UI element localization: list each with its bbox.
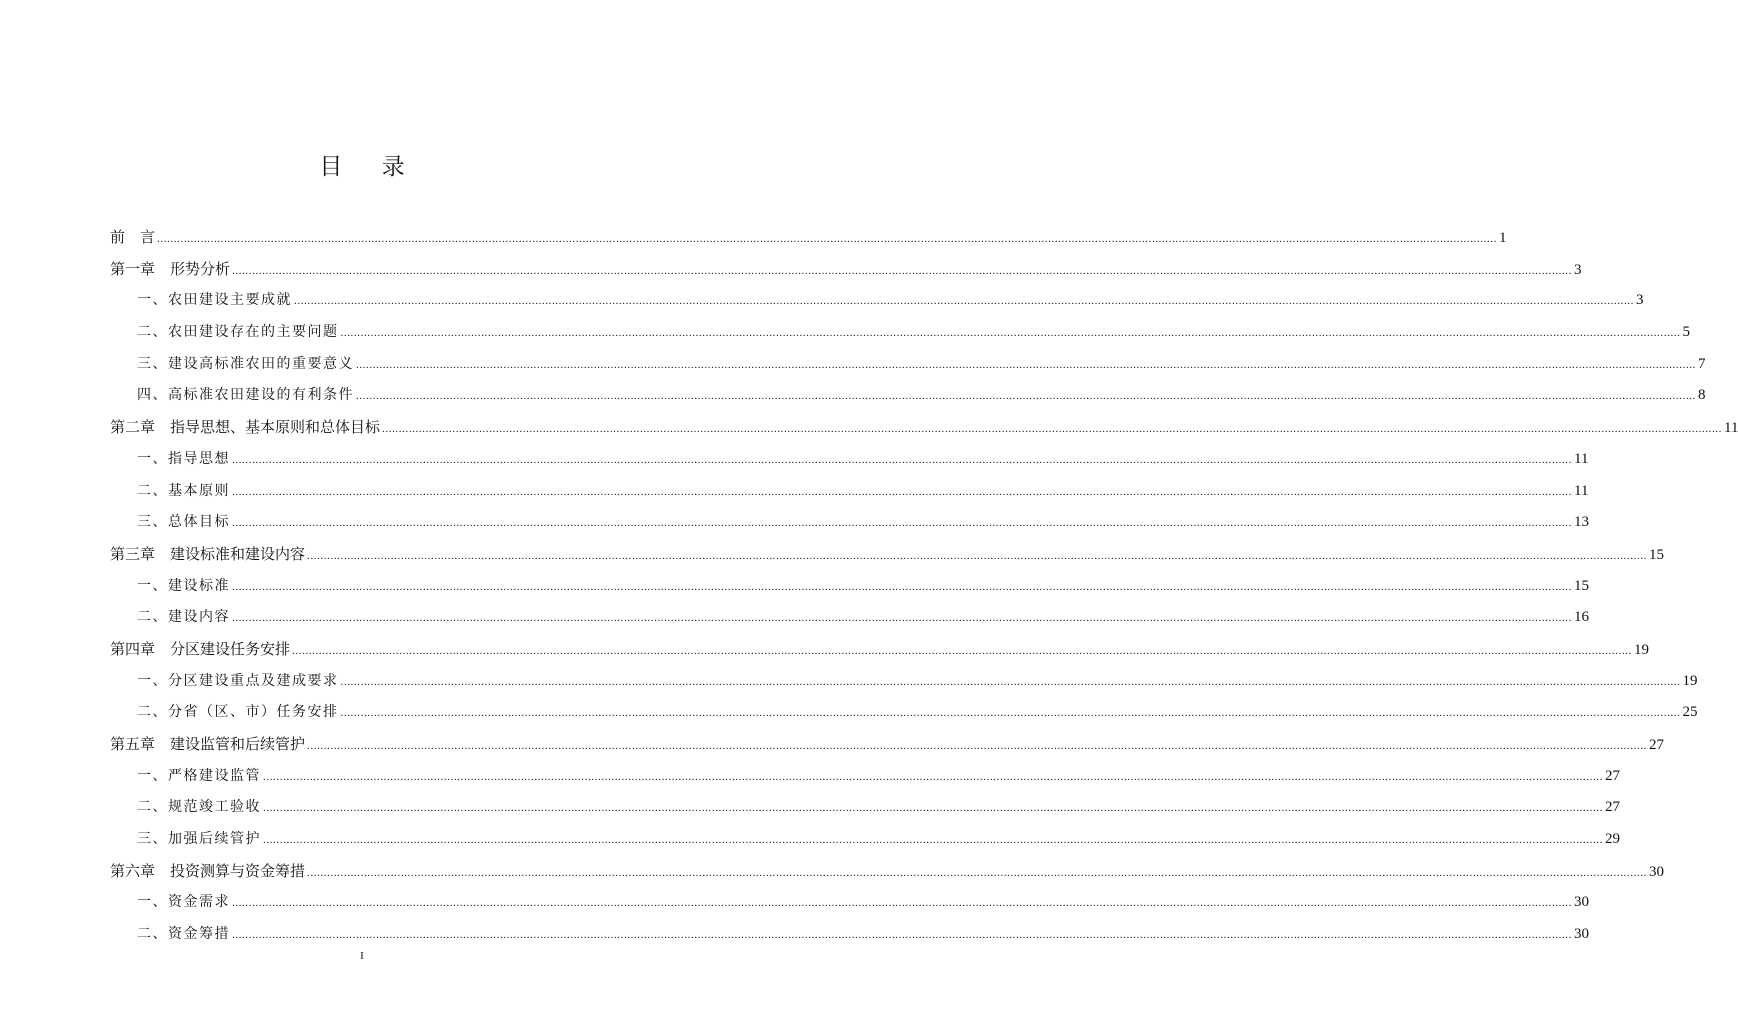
toc-entry-label: 一、资金需求 xyxy=(137,894,230,911)
toc-section-entry[interactable] xyxy=(110,285,1644,317)
toc-dot-leader: ................................................................................................................................................................................................................................................................................................................................................................................................................ xyxy=(263,834,1603,847)
toc-dot-leader: ................................................................................................................................................................................................................................................................................................................................................................................................................ xyxy=(340,707,1681,720)
toc-entry-page-number: 27 xyxy=(1605,799,1620,816)
toc-section-entry[interactable] xyxy=(110,349,1706,381)
toc-section-entry[interactable] xyxy=(110,317,1690,349)
toc-entry-label: 三、加强后续管护 xyxy=(137,831,261,848)
toc-dot-leader: ................................................................................................................................................................................................................................................................................................................................................................................................................ xyxy=(232,485,1572,498)
toc-entry-label: 四、高标准农田建设的有利条件 xyxy=(137,387,354,404)
toc-chapter-entry[interactable] xyxy=(110,412,1738,444)
toc-section-entry[interactable] xyxy=(110,792,1620,824)
toc-entry-label: 第五章 建设监管和后续管护 xyxy=(110,735,306,753)
toc-dot-leader: ................................................................................................................................................................................................................................................................................................................................................................................................................ xyxy=(263,770,1603,783)
toc-entry-page-number: 19 xyxy=(1634,641,1650,658)
toc-entry-label: 一、建设标准 xyxy=(137,577,230,594)
toc-entry-page-number: 3 xyxy=(1574,261,1582,278)
toc-entry-label: 一、分区建设重点及建成要求 xyxy=(137,672,339,689)
toc-entry-page-number: 19 xyxy=(1682,672,1698,689)
toc-entry-label: 二、基本原则 xyxy=(137,482,230,499)
toc-entry-page-number: 25 xyxy=(1682,704,1698,721)
toc-dot-leader: ................................................................................................................................................................................................................................................................................................................................................................................................................ xyxy=(232,929,1572,942)
toc-entry-page-number: 27 xyxy=(1649,737,1665,753)
toc-entry-page-number: 11 xyxy=(1574,482,1589,499)
toc-section-entry[interactable] xyxy=(110,602,1589,634)
toc-entry-page-number: 11 xyxy=(1724,420,1738,437)
toc-dot-leader: ................................................................................................................................................................................................................................................................................................................................................................................................................ xyxy=(232,612,1572,625)
toc-entry-label: 一、严格建设监管 xyxy=(137,767,261,784)
toc-entry-page-number: 30 xyxy=(1649,863,1665,880)
toc-section-entry[interactable] xyxy=(110,507,1589,539)
toc-section-entry[interactable] xyxy=(110,824,1620,856)
toc-dot-leader: ................................................................................................................................................................................................................................................................................................................................................................................................................ xyxy=(157,233,1498,245)
toc-section-entry[interactable] xyxy=(110,919,1589,951)
toc-entry-label: 前 言 xyxy=(110,228,156,246)
toc-dot-leader: ................................................................................................................................................................................................................................................................................................................................................................................................................ xyxy=(382,423,1723,436)
toc-dot-leader: ................................................................................................................................................................................................................................................................................................................................................................................................................ xyxy=(294,295,1634,308)
toc-entry-page-number: 13 xyxy=(1574,514,1589,531)
toc-entry-label: 三、建设高标准农田的重要意义 xyxy=(137,355,354,372)
toc-entry-page-number: 1 xyxy=(1499,230,1507,246)
toc-entry-page-number: 30 xyxy=(1574,926,1589,943)
toc-entry-page-number: 30 xyxy=(1574,894,1589,911)
toc-entry-label: 第六章 投资测算与资金筹措 xyxy=(110,861,306,880)
toc-dot-leader: ................................................................................................................................................................................................................................................................................................................................................................................................................ xyxy=(263,802,1603,815)
toc-entry-page-number: 8 xyxy=(1698,387,1706,404)
toc-section-entry[interactable] xyxy=(110,444,1589,476)
toc-entry-label: 二、建设内容 xyxy=(137,609,230,626)
toc-entry-label: 第三章 建设标准和建设内容 xyxy=(110,544,306,563)
toc-section-entry[interactable] xyxy=(110,697,1698,729)
toc-chapter-entry[interactable] xyxy=(110,729,1665,761)
page-number: I xyxy=(360,950,364,962)
toc-entry-label: 第一章 形势分析 xyxy=(110,259,231,278)
toc-entry-page-number: 5 xyxy=(1682,324,1690,341)
toc-entry-page-number: 3 xyxy=(1636,292,1644,309)
toc-section-entry[interactable] xyxy=(110,761,1620,793)
toc-dot-leader: ................................................................................................................................................................................................................................................................................................................................................................................................................ xyxy=(232,453,1572,466)
toc-entry-page-number: 7 xyxy=(1698,355,1706,372)
toc-section-entry[interactable] xyxy=(110,666,1698,698)
toc-entry-page-number: 15 xyxy=(1574,577,1589,594)
toc-entry-label: 一、指导思想 xyxy=(137,450,230,467)
toc-dot-leader: ................................................................................................................................................................................................................................................................................................................................................................................................................ xyxy=(340,327,1681,340)
toc-section-entry[interactable] xyxy=(110,887,1589,919)
toc-chapter-entry[interactable] xyxy=(110,222,1507,254)
toc-dot-leader: ................................................................................................................................................................................................................................................................................................................................................................................................................ xyxy=(356,358,1696,371)
toc-entry-label: 第二章 指导思想、基本原则和总体目标 xyxy=(110,418,381,437)
toc-chapter-entry[interactable] xyxy=(110,856,1665,888)
toc-entry-page-number: 11 xyxy=(1574,450,1589,467)
toc-dot-leader: ................................................................................................................................................................................................................................................................................................................................................................................................................ xyxy=(232,897,1572,910)
toc-chapter-entry[interactable] xyxy=(110,539,1665,571)
toc-chapter-entry[interactable] xyxy=(110,254,1582,286)
toc-section-entry[interactable] xyxy=(110,571,1589,603)
toc-dot-leader: ................................................................................................................................................................................................................................................................................................................................................................................................................ xyxy=(232,264,1573,277)
toc-entry-label: 第四章 分区建设任务安排 xyxy=(110,639,291,658)
toc-entry-page-number: 27 xyxy=(1605,767,1620,784)
toc-dot-leader: ................................................................................................................................................................................................................................................................................................................................................................................................................ xyxy=(232,517,1572,530)
toc-entry-label: 二、分省（区、市）任务安排 xyxy=(137,704,339,721)
toc-entry-label: 二、资金筹措 xyxy=(137,926,230,943)
toc-entry-label: 二、规范竣工验收 xyxy=(137,799,261,816)
toc-section-entry[interactable] xyxy=(110,476,1589,508)
toc-entry-label: 三、总体目标 xyxy=(137,514,230,531)
toc-dot-leader: ................................................................................................................................................................................................................................................................................................................................................................................................................ xyxy=(292,644,1633,657)
toc-chapter-entry[interactable] xyxy=(110,634,1650,666)
toc-entry-page-number: 16 xyxy=(1574,609,1589,626)
toc-section-entry[interactable] xyxy=(110,380,1706,412)
toc-dot-leader: ................................................................................................................................................................................................................................................................................................................................................................................................................ xyxy=(307,549,1648,562)
toc-dot-leader: ................................................................................................................................................................................................................................................................................................................................................................................................................ xyxy=(307,740,1648,752)
toc-entry-page-number: 15 xyxy=(1649,546,1665,563)
toc-dot-leader: ................................................................................................................................................................................................................................................................................................................................................................................................................ xyxy=(307,866,1648,879)
table-of-contents xyxy=(110,222,1738,951)
toc-dot-leader: ................................................................................................................................................................................................................................................................................................................................................................................................................ xyxy=(340,675,1681,688)
toc-dot-leader: ................................................................................................................................................................................................................................................................................................................................................................................................................ xyxy=(232,580,1572,593)
toc-entry-label: 二、农田建设存在的主要问题 xyxy=(137,324,339,341)
toc-entry-page-number: 29 xyxy=(1605,831,1620,848)
toc-entry-label: 一、农田建设主要成就 xyxy=(137,292,292,309)
toc-dot-leader: ................................................................................................................................................................................................................................................................................................................................................................................................................ xyxy=(356,390,1696,403)
page-title: 目 录 xyxy=(319,154,421,180)
